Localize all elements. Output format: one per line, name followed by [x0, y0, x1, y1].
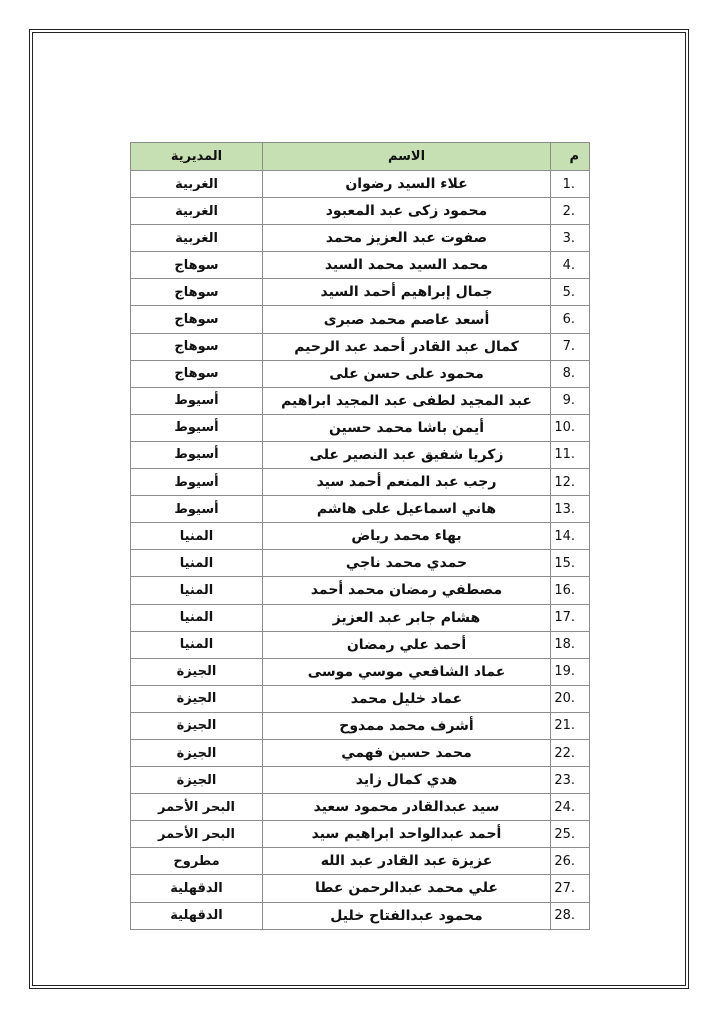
- person-name: جمال إبراهيم أحمد السيد: [263, 279, 551, 306]
- row-number: 10.: [551, 414, 590, 441]
- person-name: علاء السيد رضوان: [263, 171, 551, 198]
- person-name: محمود زكى عبد المعبود: [263, 198, 551, 225]
- directorate: الدقهلية: [131, 902, 263, 929]
- header-num: م: [551, 143, 590, 171]
- header-name: الاسم: [263, 143, 551, 171]
- table-row: [131, 387, 590, 414]
- table-row: [131, 631, 590, 658]
- directorate: الغربية: [131, 198, 263, 225]
- row-number: 22.: [551, 739, 590, 766]
- table-row: [131, 279, 590, 306]
- person-name: أيمن باشا محمد حسين: [263, 414, 551, 441]
- table-row: [131, 658, 590, 685]
- directorate: أسيوط: [131, 441, 263, 468]
- directorate: مطروح: [131, 848, 263, 875]
- table-row: [131, 577, 590, 604]
- person-name: أشرف محمد ممدوح: [263, 712, 551, 739]
- row-number: 7.: [551, 333, 590, 360]
- row-number: 5.: [551, 279, 590, 306]
- row-number: 26.: [551, 848, 590, 875]
- row-number: 27.: [551, 875, 590, 902]
- table-row: [131, 794, 590, 821]
- person-name: عزيزة عبد القادر عبد الله: [263, 848, 551, 875]
- directorate: أسيوط: [131, 469, 263, 496]
- directorate: سوهاج: [131, 360, 263, 387]
- row-number: 20.: [551, 685, 590, 712]
- directorate: الجيزة: [131, 685, 263, 712]
- table-row: [131, 198, 590, 225]
- directorate: أسيوط: [131, 496, 263, 523]
- table-row: [131, 848, 590, 875]
- person-name: هاني اسماعيل على هاشم: [263, 496, 551, 523]
- person-name: محمود عبدالفتاح خليل: [263, 902, 551, 929]
- row-number: 25.: [551, 821, 590, 848]
- table-row: [131, 604, 590, 631]
- table-row: [131, 171, 590, 198]
- person-name: عماد خليل محمد: [263, 685, 551, 712]
- person-name: محمد حسين فهمي: [263, 739, 551, 766]
- directorate: أسيوط: [131, 387, 263, 414]
- person-name: بهاء محمد رياض: [263, 523, 551, 550]
- table-row: [131, 225, 590, 252]
- row-number: 16.: [551, 577, 590, 604]
- directorate: سوهاج: [131, 252, 263, 279]
- row-number: 21.: [551, 712, 590, 739]
- row-number: 1.: [551, 171, 590, 198]
- directorate: أسيوط: [131, 414, 263, 441]
- row-number: 17.: [551, 604, 590, 631]
- directorate: المنيا: [131, 631, 263, 658]
- person-name: محمد السيد محمد السيد: [263, 252, 551, 279]
- table-row: [131, 306, 590, 333]
- table-row: [131, 739, 590, 766]
- names-table: [130, 142, 590, 930]
- person-name: مصطفي رمضان محمد أحمد: [263, 577, 551, 604]
- directorate: سوهاج: [131, 306, 263, 333]
- row-number: 24.: [551, 794, 590, 821]
- person-name: محمود على حسن على: [263, 360, 551, 387]
- table-row: [131, 333, 590, 360]
- table-row: [131, 821, 590, 848]
- row-number: 28.: [551, 902, 590, 929]
- row-number: 2.: [551, 198, 590, 225]
- directorate: سوهاج: [131, 333, 263, 360]
- table-row: [131, 767, 590, 794]
- person-name: كمال عبد القادر أحمد عبد الرحيم: [263, 333, 551, 360]
- directorate: البحر الأحمر: [131, 821, 263, 848]
- table-body: [131, 171, 590, 930]
- person-name: هدي كمال زايد: [263, 767, 551, 794]
- person-name: زكريا شفيق عبد النصير على: [263, 441, 551, 468]
- person-name: عماد الشافعي موسي موسى: [263, 658, 551, 685]
- table-row: [131, 902, 590, 929]
- table-row: [131, 712, 590, 739]
- row-number: 4.: [551, 252, 590, 279]
- person-name: سيد عبدالقادر محمود سعيد: [263, 794, 551, 821]
- person-name: أسعد عاصم محمد صبرى: [263, 306, 551, 333]
- person-name: هشام جابر عبد العزيز: [263, 604, 551, 631]
- person-name: رجب عبد المنعم أحمد سيد: [263, 469, 551, 496]
- table-row: [131, 685, 590, 712]
- directorate: المنيا: [131, 550, 263, 577]
- directorate: المنيا: [131, 604, 263, 631]
- person-name: علي محمد عبدالرحمن عطا: [263, 875, 551, 902]
- directorate: البحر الأحمر: [131, 794, 263, 821]
- row-number: 15.: [551, 550, 590, 577]
- table-row: [131, 469, 590, 496]
- table-row: [131, 360, 590, 387]
- person-name: أحمد عبدالواحد ابراهيم سيد: [263, 821, 551, 848]
- row-number: 12.: [551, 469, 590, 496]
- table-row: [131, 496, 590, 523]
- row-number: 18.: [551, 631, 590, 658]
- directorate: الدقهلية: [131, 875, 263, 902]
- row-number: 9.: [551, 387, 590, 414]
- table-row: [131, 523, 590, 550]
- row-number: 14.: [551, 523, 590, 550]
- table-row: [131, 414, 590, 441]
- person-name: عبد المجيد لطفى عبد المجيد ابراهيم: [263, 387, 551, 414]
- row-number: 23.: [551, 767, 590, 794]
- header-directorate: المديرية: [131, 143, 263, 171]
- row-number: 3.: [551, 225, 590, 252]
- row-number: 11.: [551, 441, 590, 468]
- person-name: صفوت عبد العزيز محمد: [263, 225, 551, 252]
- table-row: [131, 875, 590, 902]
- table-row: [131, 252, 590, 279]
- table-row: [131, 550, 590, 577]
- person-name: أحمد علي رمضان: [263, 631, 551, 658]
- directorate: الجيزة: [131, 739, 263, 766]
- directorate: الجيزة: [131, 767, 263, 794]
- directorate: الجيزة: [131, 658, 263, 685]
- row-number: 8.: [551, 360, 590, 387]
- row-number: 19.: [551, 658, 590, 685]
- directorate: الغربية: [131, 171, 263, 198]
- directorate: سوهاج: [131, 279, 263, 306]
- directorate: الجيزة: [131, 712, 263, 739]
- directorate: الغربية: [131, 225, 263, 252]
- table-header-row: [131, 143, 590, 171]
- directorate: المنيا: [131, 577, 263, 604]
- table-row: [131, 441, 590, 468]
- row-number: 6.: [551, 306, 590, 333]
- directorate: المنيا: [131, 523, 263, 550]
- row-number: 13.: [551, 496, 590, 523]
- person-name: حمدي محمد ناجي: [263, 550, 551, 577]
- names-table-container: [130, 142, 589, 930]
